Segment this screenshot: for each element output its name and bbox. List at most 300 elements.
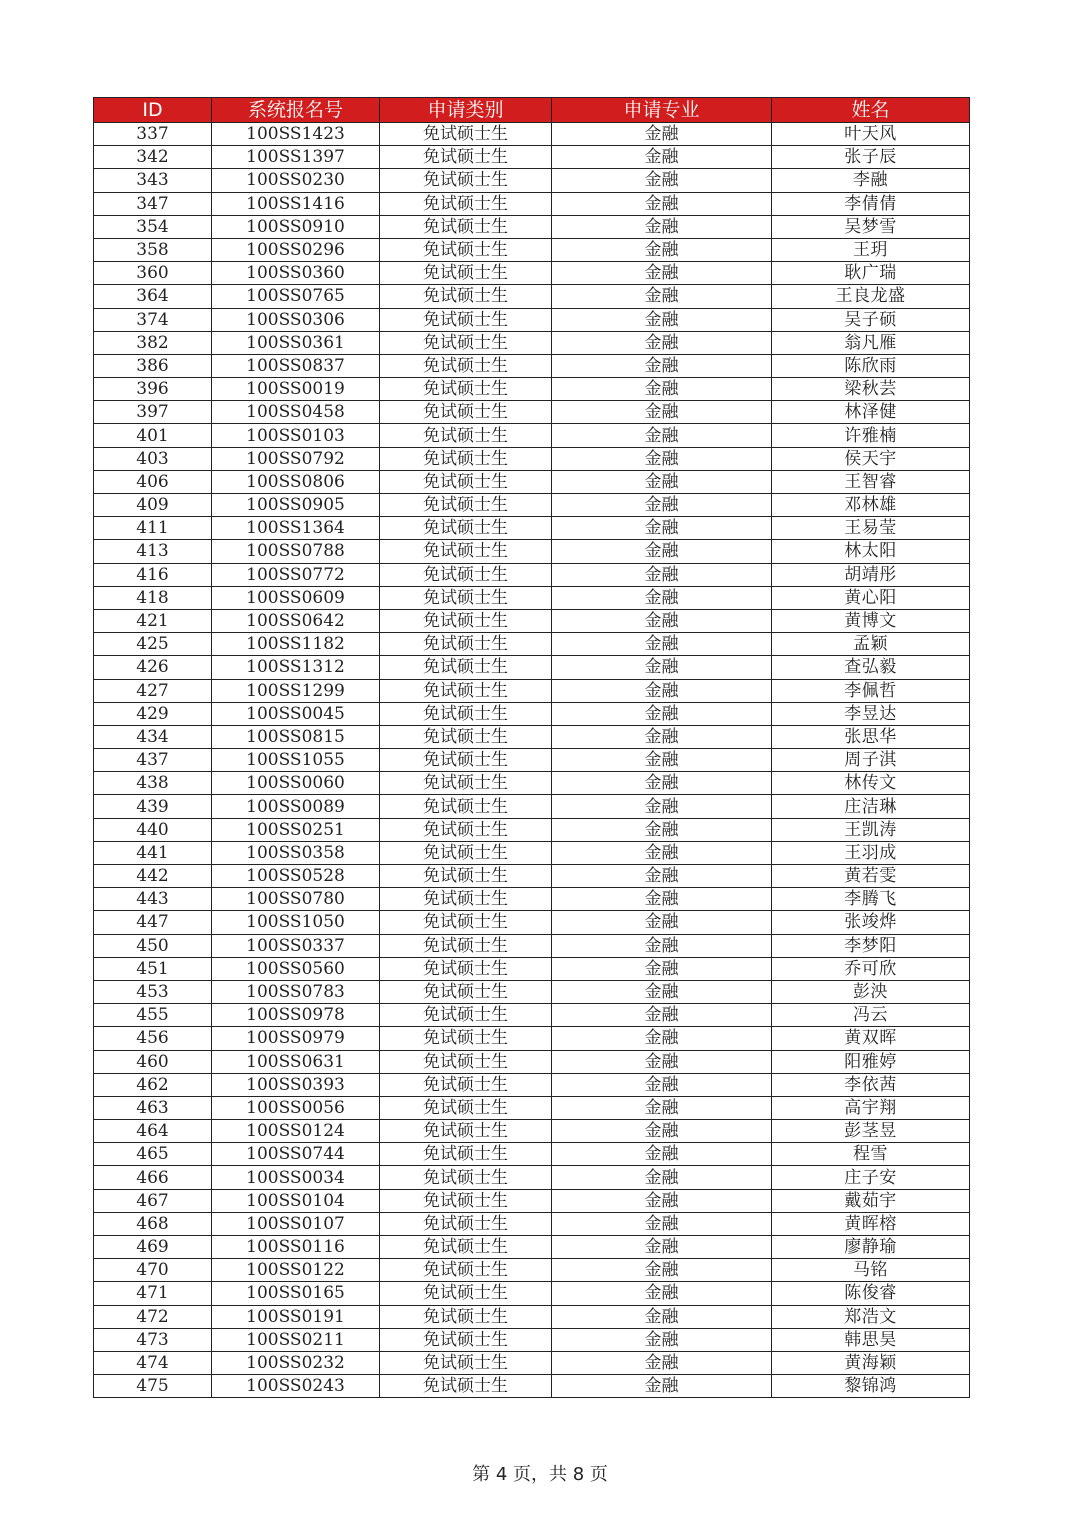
cell-major: 金融 — [552, 911, 772, 934]
cell-id: 470 — [94, 1259, 212, 1282]
cell-major: 金融 — [552, 331, 772, 354]
header-registration-number: 系统报名号 — [212, 98, 380, 123]
cell-major: 金融 — [552, 424, 772, 447]
cell-name: 李融 — [772, 169, 970, 192]
cell-name: 李腾飞 — [772, 888, 970, 911]
cell-major: 金融 — [552, 957, 772, 980]
cell-name: 梁秋芸 — [772, 378, 970, 401]
cell-major: 金融 — [552, 702, 772, 725]
header-id: ID — [94, 98, 212, 123]
cell-major: 金融 — [552, 517, 772, 540]
cell-registration-number: 100SS0116 — [212, 1236, 380, 1259]
cell-id: 475 — [94, 1375, 212, 1398]
cell-major: 金融 — [552, 238, 772, 261]
cell-registration-number: 100SS0232 — [212, 1351, 380, 1374]
cell-registration-number: 100SS0393 — [212, 1073, 380, 1096]
table-row — [94, 1212, 970, 1235]
cell-registration-number: 100SS1050 — [212, 911, 380, 934]
cell-name: 林太阳 — [772, 540, 970, 563]
cell-category: 免试硕士生 — [380, 1259, 552, 1282]
table-row — [94, 308, 970, 331]
cell-category: 免试硕士生 — [380, 1236, 552, 1259]
cell-id: 411 — [94, 517, 212, 540]
cell-registration-number: 100SS0089 — [212, 795, 380, 818]
cell-major: 金融 — [552, 609, 772, 632]
table-row — [94, 1189, 970, 1212]
cell-category: 免试硕士生 — [380, 494, 552, 517]
cell-category: 免试硕士生 — [380, 1328, 552, 1351]
cell-major: 金融 — [552, 865, 772, 888]
cell-category: 免试硕士生 — [380, 424, 552, 447]
cell-name: 侯天宇 — [772, 447, 970, 470]
cell-name: 陈欣雨 — [772, 354, 970, 377]
cell-name: 庄洁琳 — [772, 795, 970, 818]
cell-major: 金融 — [552, 934, 772, 957]
table-row — [94, 980, 970, 1003]
cell-category: 免试硕士生 — [380, 957, 552, 980]
cell-major: 金融 — [552, 1166, 772, 1189]
cell-id: 337 — [94, 123, 212, 146]
cell-major: 金融 — [552, 1212, 772, 1235]
cell-category: 免试硕士生 — [380, 354, 552, 377]
cell-id: 462 — [94, 1073, 212, 1096]
cell-major: 金融 — [552, 378, 772, 401]
cell-id: 421 — [94, 609, 212, 632]
cell-registration-number: 100SS0806 — [212, 470, 380, 493]
cell-category: 免试硕士生 — [380, 656, 552, 679]
cell-registration-number: 100SS1416 — [212, 192, 380, 215]
cell-id: 364 — [94, 285, 212, 308]
cell-major: 金融 — [552, 494, 772, 517]
table-row — [94, 772, 970, 795]
header-name: 姓名 — [772, 98, 970, 123]
cell-major: 金融 — [552, 1351, 772, 1374]
table-row — [94, 540, 970, 563]
cell-major: 金融 — [552, 1027, 772, 1050]
cell-name: 黄若雯 — [772, 865, 970, 888]
cell-registration-number: 100SS0458 — [212, 401, 380, 424]
cell-name: 翁凡雁 — [772, 331, 970, 354]
cell-registration-number: 100SS1299 — [212, 679, 380, 702]
table-row — [94, 1166, 970, 1189]
cell-id: 396 — [94, 378, 212, 401]
table-row — [94, 725, 970, 748]
cell-registration-number: 100SS0837 — [212, 354, 380, 377]
cell-registration-number: 100SS0306 — [212, 308, 380, 331]
cell-name: 王羽成 — [772, 841, 970, 864]
table-row — [94, 1328, 970, 1351]
table-row — [94, 354, 970, 377]
cell-category: 免试硕士生 — [380, 285, 552, 308]
cell-category: 免试硕士生 — [380, 123, 552, 146]
cell-registration-number: 100SS0783 — [212, 980, 380, 1003]
table-row — [94, 679, 970, 702]
table-row — [94, 818, 970, 841]
cell-name: 孟颖 — [772, 633, 970, 656]
cell-registration-number: 100SS0243 — [212, 1375, 380, 1398]
cell-id: 413 — [94, 540, 212, 563]
cell-registration-number: 100SS0124 — [212, 1120, 380, 1143]
cell-name: 吴梦雪 — [772, 215, 970, 238]
cell-major: 金融 — [552, 354, 772, 377]
cell-category: 免试硕士生 — [380, 702, 552, 725]
cell-id: 382 — [94, 331, 212, 354]
cell-id: 437 — [94, 749, 212, 772]
table-row — [94, 1004, 970, 1027]
cell-registration-number: 100SS1364 — [212, 517, 380, 540]
table-row — [94, 1027, 970, 1050]
cell-category: 免试硕士生 — [380, 1027, 552, 1050]
table-row — [94, 262, 970, 285]
cell-id: 397 — [94, 401, 212, 424]
cell-registration-number: 100SS0815 — [212, 725, 380, 748]
cell-id: 438 — [94, 772, 212, 795]
cell-name: 李倩倩 — [772, 192, 970, 215]
cell-major: 金融 — [552, 1259, 772, 1282]
table-row — [94, 1236, 970, 1259]
cell-name: 胡靖彤 — [772, 563, 970, 586]
cell-id: 447 — [94, 911, 212, 934]
cell-name: 吴子硕 — [772, 308, 970, 331]
cell-registration-number: 100SS0251 — [212, 818, 380, 841]
cell-id: 466 — [94, 1166, 212, 1189]
cell-registration-number: 100SS0978 — [212, 1004, 380, 1027]
cell-id: 455 — [94, 1004, 212, 1027]
cell-id: 386 — [94, 354, 212, 377]
cell-category: 免试硕士生 — [380, 308, 552, 331]
cell-major: 金融 — [552, 146, 772, 169]
cell-name: 林泽健 — [772, 401, 970, 424]
cell-name: 黄博文 — [772, 609, 970, 632]
cell-name: 陈俊睿 — [772, 1282, 970, 1305]
cell-category: 免试硕士生 — [380, 841, 552, 864]
table-row — [94, 215, 970, 238]
table-row — [94, 238, 970, 261]
cell-category: 免试硕士生 — [380, 725, 552, 748]
cell-registration-number: 100SS1182 — [212, 633, 380, 656]
cell-major: 金融 — [552, 470, 772, 493]
cell-category: 免试硕士生 — [380, 1166, 552, 1189]
cell-name: 阳雅婷 — [772, 1050, 970, 1073]
cell-major: 金融 — [552, 749, 772, 772]
cell-registration-number: 100SS0788 — [212, 540, 380, 563]
cell-major: 金融 — [552, 169, 772, 192]
cell-category: 免试硕士生 — [380, 192, 552, 215]
cell-id: 409 — [94, 494, 212, 517]
table-row — [94, 957, 970, 980]
cell-name: 黄双晖 — [772, 1027, 970, 1050]
table-row — [94, 749, 970, 772]
cell-category: 免试硕士生 — [380, 447, 552, 470]
cell-major: 金融 — [552, 262, 772, 285]
cell-major: 金融 — [552, 285, 772, 308]
table-row — [94, 517, 970, 540]
cell-name: 黄晖榕 — [772, 1212, 970, 1235]
cell-category: 免试硕士生 — [380, 262, 552, 285]
cell-name: 郑浩文 — [772, 1305, 970, 1328]
table-row — [94, 934, 970, 957]
table-row — [94, 378, 970, 401]
cell-name: 黄心阳 — [772, 586, 970, 609]
table-row — [94, 656, 970, 679]
table-row — [94, 470, 970, 493]
cell-category: 免试硕士生 — [380, 563, 552, 586]
cell-category: 免试硕士生 — [380, 540, 552, 563]
table-row — [94, 447, 970, 470]
table-row — [94, 331, 970, 354]
cell-category: 免试硕士生 — [380, 1073, 552, 1096]
cell-registration-number: 100SS0361 — [212, 331, 380, 354]
cell-registration-number: 100SS0979 — [212, 1027, 380, 1050]
cell-name: 彭茎昱 — [772, 1120, 970, 1143]
admissions-table — [93, 97, 970, 1398]
cell-id: 473 — [94, 1328, 212, 1351]
cell-registration-number: 100SS0337 — [212, 934, 380, 957]
cell-category: 免试硕士生 — [380, 934, 552, 957]
cell-registration-number: 100SS0910 — [212, 215, 380, 238]
cell-category: 免试硕士生 — [380, 517, 552, 540]
cell-name: 林传文 — [772, 772, 970, 795]
cell-name: 马铭 — [772, 1259, 970, 1282]
cell-major: 金融 — [552, 1143, 772, 1166]
cell-major: 金融 — [552, 633, 772, 656]
cell-major: 金融 — [552, 1236, 772, 1259]
page-footer: 第 4 页，共 8 页 — [472, 1464, 608, 1485]
cell-registration-number: 100SS0780 — [212, 888, 380, 911]
cell-category: 免试硕士生 — [380, 1096, 552, 1119]
table-row — [94, 865, 970, 888]
cell-category: 免试硕士生 — [380, 1050, 552, 1073]
cell-major: 金融 — [552, 401, 772, 424]
cell-id: 360 — [94, 262, 212, 285]
cell-category: 免试硕士生 — [380, 470, 552, 493]
header-application-category: 申请类别 — [380, 98, 552, 123]
cell-id: 451 — [94, 957, 212, 980]
cell-id: 442 — [94, 865, 212, 888]
table-header-row — [94, 98, 970, 123]
cell-name: 彭泱 — [772, 980, 970, 1003]
cell-major: 金融 — [552, 980, 772, 1003]
cell-category: 免试硕士生 — [380, 1282, 552, 1305]
table-row — [94, 169, 970, 192]
cell-registration-number: 100SS1312 — [212, 656, 380, 679]
cell-major: 金融 — [552, 795, 772, 818]
table-row — [94, 1259, 970, 1282]
cell-registration-number: 100SS0609 — [212, 586, 380, 609]
cell-id: 469 — [94, 1236, 212, 1259]
cell-major: 金融 — [552, 1050, 772, 1073]
cell-category: 免试硕士生 — [380, 378, 552, 401]
cell-category: 免试硕士生 — [380, 795, 552, 818]
cell-id: 434 — [94, 725, 212, 748]
cell-category: 免试硕士生 — [380, 1351, 552, 1374]
cell-registration-number: 100SS0045 — [212, 702, 380, 725]
cell-registration-number: 100SS0631 — [212, 1050, 380, 1073]
cell-name: 黄海颖 — [772, 1351, 970, 1374]
admissions-table-sheet — [93, 97, 969, 1398]
table-row — [94, 494, 970, 517]
cell-id: 425 — [94, 633, 212, 656]
cell-id: 472 — [94, 1305, 212, 1328]
cell-category: 免试硕士生 — [380, 1120, 552, 1143]
cell-major: 金融 — [552, 679, 772, 702]
cell-name: 李佩哲 — [772, 679, 970, 702]
cell-registration-number: 100SS0104 — [212, 1189, 380, 1212]
cell-category: 免试硕士生 — [380, 331, 552, 354]
cell-name: 李依茜 — [772, 1073, 970, 1096]
cell-major: 金融 — [552, 841, 772, 864]
cell-id: 354 — [94, 215, 212, 238]
cell-category: 免试硕士生 — [380, 633, 552, 656]
cell-id: 418 — [94, 586, 212, 609]
cell-name: 许雅楠 — [772, 424, 970, 447]
cell-name: 廖静瑜 — [772, 1236, 970, 1259]
cell-id: 342 — [94, 146, 212, 169]
cell-id: 464 — [94, 1120, 212, 1143]
cell-id: 465 — [94, 1143, 212, 1166]
cell-registration-number: 100SS0792 — [212, 447, 380, 470]
cell-category: 免试硕士生 — [380, 980, 552, 1003]
table-row — [94, 1143, 970, 1166]
cell-registration-number: 100SS0744 — [212, 1143, 380, 1166]
cell-name: 王易莹 — [772, 517, 970, 540]
cell-major: 金融 — [552, 725, 772, 748]
table-row — [94, 1120, 970, 1143]
cell-name: 邓林雄 — [772, 494, 970, 517]
cell-registration-number: 100SS0642 — [212, 609, 380, 632]
cell-registration-number: 100SS0560 — [212, 957, 380, 980]
cell-category: 免试硕士生 — [380, 749, 552, 772]
cell-name: 张子辰 — [772, 146, 970, 169]
table-row — [94, 1375, 970, 1398]
cell-name: 戴茹宇 — [772, 1189, 970, 1212]
table-row — [94, 146, 970, 169]
cell-registration-number: 100SS0060 — [212, 772, 380, 795]
cell-id: 471 — [94, 1282, 212, 1305]
cell-name: 冯云 — [772, 1004, 970, 1027]
cell-id: 456 — [94, 1027, 212, 1050]
table-row — [94, 424, 970, 447]
cell-name: 程雪 — [772, 1143, 970, 1166]
cell-category: 免试硕士生 — [380, 1305, 552, 1328]
cell-id: 468 — [94, 1212, 212, 1235]
cell-id: 440 — [94, 818, 212, 841]
table-row — [94, 1351, 970, 1374]
cell-category: 免试硕士生 — [380, 1212, 552, 1235]
cell-major: 金融 — [552, 308, 772, 331]
cell-name: 周子淇 — [772, 749, 970, 772]
table-row — [94, 586, 970, 609]
table-row — [94, 1050, 970, 1073]
table-row — [94, 888, 970, 911]
cell-major: 金融 — [552, 1096, 772, 1119]
cell-major: 金融 — [552, 1328, 772, 1351]
cell-id: 403 — [94, 447, 212, 470]
cell-registration-number: 100SS1055 — [212, 749, 380, 772]
cell-id: 429 — [94, 702, 212, 725]
cell-major: 金融 — [552, 1189, 772, 1212]
cell-registration-number: 100SS0211 — [212, 1328, 380, 1351]
table-row — [94, 123, 970, 146]
cell-category: 免试硕士生 — [380, 609, 552, 632]
cell-registration-number: 100SS0034 — [212, 1166, 380, 1189]
cell-category: 免试硕士生 — [380, 888, 552, 911]
cell-id: 358 — [94, 238, 212, 261]
cell-registration-number: 100SS0296 — [212, 238, 380, 261]
cell-registration-number: 100SS0122 — [212, 1259, 380, 1282]
cell-category: 免试硕士生 — [380, 215, 552, 238]
cell-category: 免试硕士生 — [380, 401, 552, 424]
cell-id: 426 — [94, 656, 212, 679]
table-row — [94, 1305, 970, 1328]
cell-registration-number: 100SS1397 — [212, 146, 380, 169]
cell-id: 450 — [94, 934, 212, 957]
cell-category: 免试硕士生 — [380, 772, 552, 795]
cell-major: 金融 — [552, 215, 772, 238]
cell-major: 金融 — [552, 1120, 772, 1143]
cell-name: 高宇翔 — [772, 1096, 970, 1119]
cell-category: 免试硕士生 — [380, 1189, 552, 1212]
table-row — [94, 633, 970, 656]
cell-name: 乔可欣 — [772, 957, 970, 980]
table-row — [94, 702, 970, 725]
cell-major: 金融 — [552, 772, 772, 795]
cell-id: 401 — [94, 424, 212, 447]
cell-registration-number: 100SS0191 — [212, 1305, 380, 1328]
cell-id: 441 — [94, 841, 212, 864]
table-row — [94, 841, 970, 864]
cell-name: 查弘毅 — [772, 656, 970, 679]
cell-major: 金融 — [552, 656, 772, 679]
cell-name: 王良龙盛 — [772, 285, 970, 308]
cell-category: 免试硕士生 — [380, 146, 552, 169]
cell-major: 金融 — [552, 540, 772, 563]
cell-id: 427 — [94, 679, 212, 702]
header-major: 申请专业 — [552, 98, 772, 123]
cell-major: 金融 — [552, 1004, 772, 1027]
cell-name: 韩思昊 — [772, 1328, 970, 1351]
cell-name: 张竣烨 — [772, 911, 970, 934]
cell-name: 王玥 — [772, 238, 970, 261]
cell-major: 金融 — [552, 888, 772, 911]
cell-name: 李梦阳 — [772, 934, 970, 957]
cell-category: 免试硕士生 — [380, 865, 552, 888]
cell-category: 免试硕士生 — [380, 238, 552, 261]
cell-major: 金融 — [552, 563, 772, 586]
cell-category: 免试硕士生 — [380, 1375, 552, 1398]
cell-major: 金融 — [552, 1073, 772, 1096]
cell-category: 免试硕士生 — [380, 1004, 552, 1027]
cell-id: 474 — [94, 1351, 212, 1374]
cell-category: 免试硕士生 — [380, 911, 552, 934]
cell-name: 耿广瑞 — [772, 262, 970, 285]
cell-registration-number: 100SS0165 — [212, 1282, 380, 1305]
cell-major: 金融 — [552, 1305, 772, 1328]
cell-major: 金融 — [552, 192, 772, 215]
table-row — [94, 1096, 970, 1119]
cell-major: 金融 — [552, 123, 772, 146]
cell-major: 金融 — [552, 586, 772, 609]
cell-id: 453 — [94, 980, 212, 1003]
cell-registration-number: 100SS0107 — [212, 1212, 380, 1235]
cell-id: 374 — [94, 308, 212, 331]
cell-id: 443 — [94, 888, 212, 911]
cell-registration-number: 100SS0772 — [212, 563, 380, 586]
cell-name: 黎锦鸿 — [772, 1375, 970, 1398]
cell-category: 免试硕士生 — [380, 1143, 552, 1166]
cell-name: 王凯涛 — [772, 818, 970, 841]
cell-name: 李昱达 — [772, 702, 970, 725]
